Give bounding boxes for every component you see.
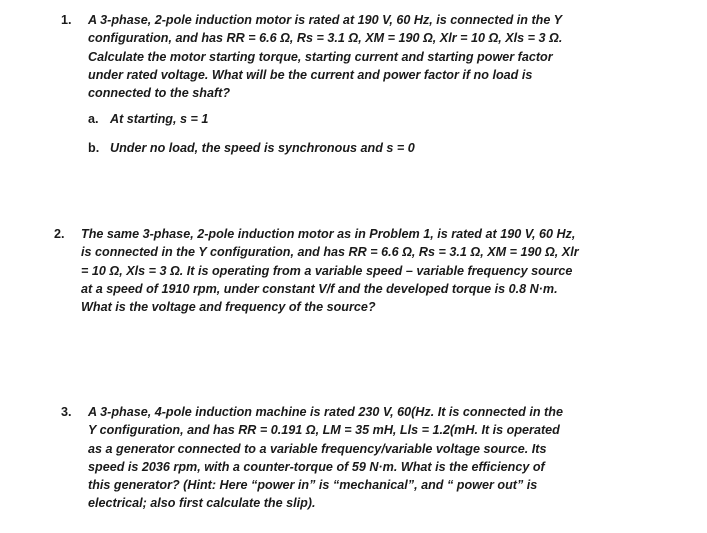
problem-3-line: electrical; also first calculate the slip). [88, 496, 316, 511]
problem-3-line: this generator? (Hint: Here “power in” is “mechanical”, and “ power out” is [88, 478, 538, 493]
problem-1-text [88, 11, 562, 102]
problem-1-line: connected to the shaft? [88, 86, 231, 101]
problem-3-number: 3. [61, 405, 72, 419]
problem-2-number: 2. [54, 227, 65, 241]
problem-1-number: 1. [61, 13, 72, 27]
problem-2-line: is connected in the Y configuration, and has RR = 6.6 Ω, Rs = 3.1 Ω, XM = 190 Ω, Xlr [81, 245, 579, 260]
problem-3-line: Y configuration, and has RR = 0.191 Ω, LM = 35 mH, Lls = 1.2(mH. It is operated [88, 423, 560, 438]
problem-1-line: under rated voltage. What will be the current and power factor if no load is [88, 67, 533, 82]
problem-1-line: A 3-phase, 2-pole induction motor is rated at 190 V, 60 Hz, is connected in the Y [88, 13, 563, 27]
problem-2-line: at a speed of 1910 rpm, under constant V/f and the developed torque is 0.8 N·m. [81, 281, 558, 296]
problem-2-line: The same 3-phase, 2-pole induction motor as in Problem 1, is rated at 190 V, 60 Hz, [81, 227, 576, 241]
problem-1-part-b [88, 139, 415, 157]
problem-3-line: speed is 2036 rpm, with a counter-torque of 59 N·m. What is the efficiency of [88, 459, 545, 474]
problem-2-line: What is the voltage and frequency of the source? [81, 300, 376, 315]
part-a-text: At starting, s = 1 [110, 112, 209, 126]
problem-2-text [81, 225, 579, 316]
problem-2-line: = 10 Ω, Xls = 3 Ω. It is operating from a variable speed – variable frequency source [81, 263, 573, 278]
problem-3-line: A 3-phase, 4-pole induction machine is rated 230 V, 60(Hz. It is connected in the [88, 405, 563, 419]
problem-1-line: Calculate the motor starting torque, starting current and starting power factor [88, 49, 553, 64]
problem-1-line: configuration, and has RR = 6.6 Ω, Rs = 3.1 Ω, XM = 190 Ω, Xlr = 10 Ω, Xls = 3 Ω. [88, 31, 563, 46]
part-a-label: a. [88, 112, 99, 126]
part-b-label: b. [88, 141, 100, 155]
problem-3-line: as a generator connected to a variable frequency/variable voltage source. Its [88, 441, 547, 456]
problem-3-text [88, 403, 563, 513]
problem-1-part-a [88, 110, 208, 128]
part-b-text: Under no load, the speed is synchronous and s = 0 [110, 141, 415, 155]
